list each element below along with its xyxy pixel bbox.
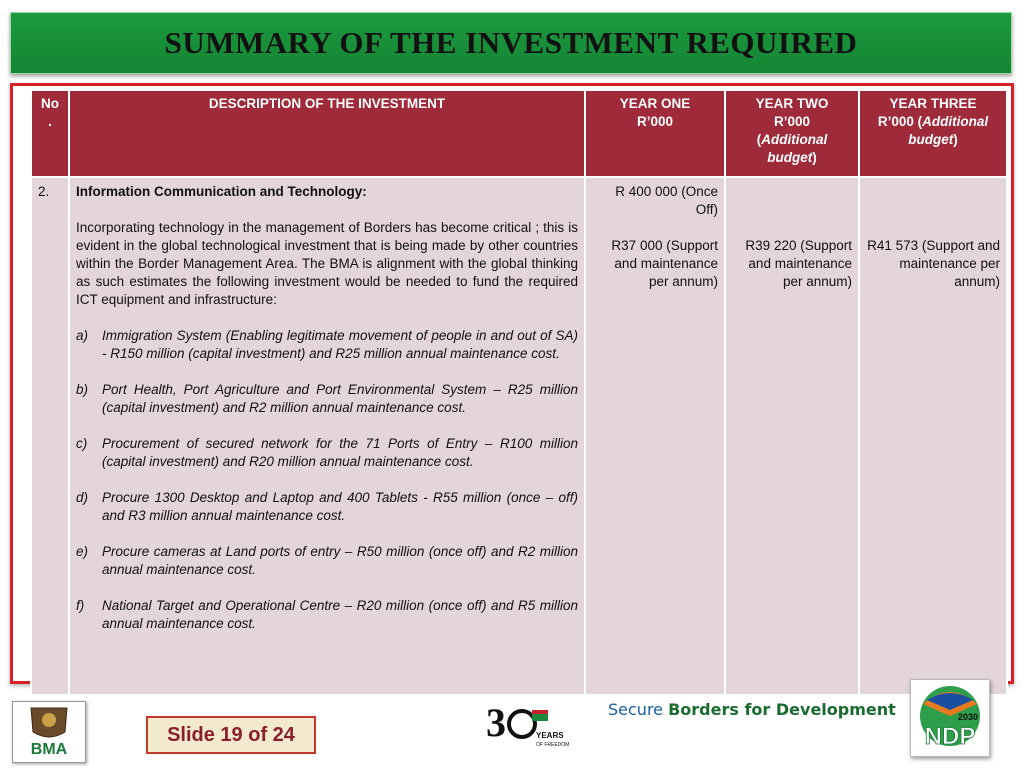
ndp-text: NDP	[924, 723, 976, 750]
table-header-row	[31, 90, 1007, 177]
item-text: Port Health, Port Agriculture and Port Environmental System – R25 million (capital investment) and R2 million annual maintenance cost.	[102, 382, 578, 415]
title-bar	[10, 12, 1012, 74]
list-item	[76, 435, 578, 471]
bma-crest-icon	[13, 702, 85, 762]
header-year-two-unit: R’000	[773, 114, 811, 129]
header-year-three	[859, 90, 1007, 177]
item-text: Procure cameras at Land ports of entry – R50 million (once off) and R2 million annual maintenance cost.	[102, 544, 578, 577]
header-year-three-note: Additional budget	[908, 114, 989, 147]
header-year-three-label: YEAR THREE	[889, 96, 977, 111]
item-text: Immigration System (Enabling legitimate movement of people in and out of SA) - R150 million (capital investment) and R25 million annual maintenance cost.	[102, 328, 578, 361]
header-year-two-note: (Additional budget)	[756, 132, 828, 165]
years-label: YEARS	[536, 731, 564, 740]
ndp-year: 2030	[958, 712, 979, 722]
header-no: No .	[31, 90, 69, 177]
ndp-logo	[910, 679, 990, 757]
item-marker: f)	[76, 598, 85, 613]
header-year-one-label: YEAR ONE	[619, 96, 691, 111]
investment-table	[30, 89, 1008, 696]
item-marker: e)	[76, 544, 89, 559]
years-sub-label: OF FREEDOM	[536, 742, 570, 748]
slide-number: Slide 19 of 24	[146, 716, 316, 754]
year-two-cell	[725, 177, 859, 695]
year-three-maintenance: R41 573 (Support and maintenance per annum)	[867, 238, 1000, 289]
item-text: Procurement of secured network for the 71 Ports of Entry – R100 million (capital investment) and R20 million annual maintenance cost.	[102, 436, 578, 469]
header-year-three-unit	[866, 113, 1000, 149]
table-row	[31, 177, 1007, 695]
list-item	[76, 489, 578, 525]
tagline	[608, 700, 896, 719]
ndp-logo-icon	[911, 680, 989, 756]
year-one-once-off: R 400 000 (Once Off)	[615, 184, 718, 217]
year-three-cell	[859, 177, 1007, 695]
row-description	[69, 177, 585, 695]
header-year-one-unit: R’000	[636, 114, 674, 129]
tagline-borders: Borders for Development	[668, 700, 896, 719]
item-text: Procure 1300 Desktop and Laptop and 400 Tablets - R55 million (once – off) and R3 million annual maintenance cost.	[102, 490, 578, 523]
item-text: National Target and Operational Centre – R20 million (once off) and R5 million annual maintenance cost.	[102, 598, 578, 631]
content-frame	[10, 83, 1014, 684]
header-year-three-unit-text: R’000 (	[877, 114, 923, 129]
header-year-one	[585, 90, 725, 177]
header-year-two-label: YEAR TWO	[755, 96, 829, 111]
item-marker: d)	[76, 490, 89, 505]
list-item	[76, 597, 578, 633]
row-number: 2.	[31, 177, 69, 695]
row-heading: Information Communication and Technology:	[76, 184, 367, 199]
row-intro: Incorporating technology in the management of Borders has become critical ; this is evident in the global technological investment that is being made by other countries within the Border Management Area. The BMA is alignment with the global thinking as such estimates the following investment would be needed to fund the required ICT equipment and infrastructure:	[76, 220, 578, 307]
thirty-years-logo	[484, 700, 570, 750]
list-item	[76, 381, 578, 417]
thirty-years-icon	[484, 700, 570, 750]
year-one-cell	[585, 177, 725, 695]
item-marker: a)	[76, 328, 89, 343]
header-description: DESCRIPTION OF THE INVESTMENT	[69, 90, 585, 177]
item-marker: b)	[76, 382, 89, 397]
header-year-two	[725, 90, 859, 177]
list-item	[76, 327, 578, 363]
year-one-maintenance: R37 000 (Support and maintenance per annum)	[611, 238, 718, 289]
header-year-three-close: )	[953, 132, 958, 147]
svg-text:3: 3	[486, 700, 506, 745]
year-two-maintenance: R39 220 (Support and maintenance per annum)	[745, 238, 852, 289]
header-year-two-note-text: Additional budget	[761, 132, 828, 165]
item-marker: c)	[76, 436, 88, 451]
slide-title: SUMMARY OF THE INVESTMENT REQUIRED	[164, 25, 858, 60]
tagline-secure: Secure	[608, 700, 669, 719]
bma-logo-text: BMA	[30, 741, 68, 758]
bma-logo	[12, 701, 86, 763]
list-item	[76, 543, 578, 579]
investment-items-list	[76, 327, 578, 633]
